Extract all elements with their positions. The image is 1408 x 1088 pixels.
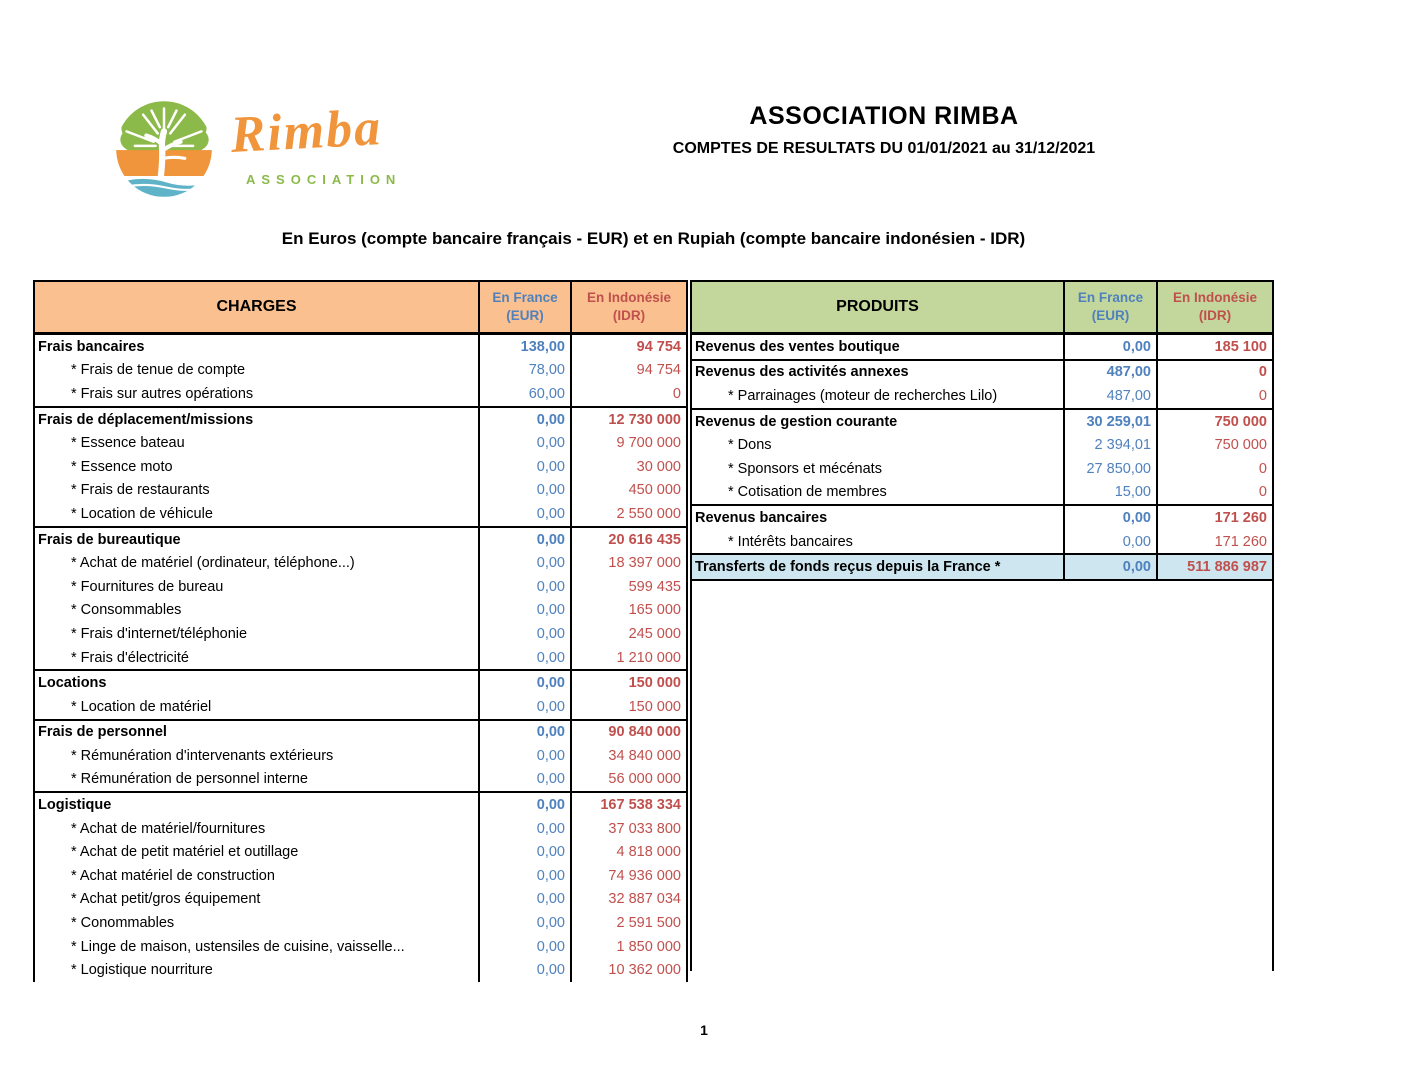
row-label: Frais de déplacement/missions [35, 408, 480, 432]
idr-header-line1: En Indonésie [586, 290, 671, 306]
title-block [594, 102, 1174, 158]
eur-value: 0,00 [1065, 506, 1158, 530]
table-row [35, 840, 686, 864]
eur-value: 0,00 [480, 646, 572, 670]
row-label: * Cotisation de membres [692, 481, 1065, 505]
produits-table-body [692, 335, 1272, 971]
idr-value: 1 210 000 [616, 649, 681, 666]
column-header-idr [1158, 282, 1272, 332]
column-header-idr [572, 282, 686, 332]
eur-value: 0,00 [480, 502, 572, 526]
table-row [692, 457, 1272, 481]
idr-value: 74 936 000 [608, 867, 681, 884]
idr-value: 599 435 [628, 578, 681, 595]
row-label: * Frais d'internet/téléphonie [35, 622, 480, 646]
table-row [692, 555, 1272, 579]
eur-header-line2: (EUR) [506, 308, 544, 323]
eur-value: 0,00 [1065, 335, 1158, 359]
row-label: * Conommables [35, 911, 480, 935]
eur-value: 0,00 [480, 551, 572, 575]
eur-value: 0,00 [480, 622, 572, 646]
charges-table-body [35, 335, 686, 982]
produits-title: PRODUITS [836, 297, 919, 315]
eur-value: 0,00 [480, 840, 572, 864]
eur-value: 0,00 [480, 695, 572, 719]
eur-header-line2: (EUR) [1091, 308, 1130, 323]
column-header-eur [1065, 282, 1158, 332]
table-row [692, 410, 1272, 434]
charges-header-cell [35, 282, 480, 332]
eur-value: 0,00 [480, 935, 572, 959]
row-label: Frais bancaires [35, 335, 480, 359]
eur-value: 60,00 [480, 382, 572, 406]
idr-header-line2: (IDR) [612, 308, 646, 323]
table-row [35, 455, 686, 479]
table-section [35, 721, 686, 794]
table-section [35, 335, 686, 408]
idr-value: 1 850 000 [616, 938, 681, 955]
row-label: * Frais d'électricité [35, 646, 480, 670]
idr-value: 750 000 [1214, 413, 1267, 430]
row-label: * Frais de restaurants [35, 479, 480, 503]
table-row [35, 768, 686, 792]
idr-value: 56 000 000 [608, 771, 681, 788]
eur-value: 0,00 [480, 671, 572, 695]
table-row [35, 888, 686, 912]
row-label: * Linge de maison, ustensiles de cuisine, vaisselle... [35, 935, 480, 959]
idr-value: 2 591 500 [616, 915, 681, 932]
row-label: * Location de véhicule [35, 502, 480, 526]
eur-value: 27 850,00 [1065, 457, 1158, 481]
idr-value: 12 730 000 [608, 411, 681, 428]
row-label: Locations [35, 671, 480, 695]
eur-value: 0,00 [480, 958, 572, 982]
eur-value: 0,00 [480, 768, 572, 792]
idr-value: 150 000 [628, 698, 681, 715]
eur-value: 78,00 [480, 359, 572, 383]
table-row [35, 935, 686, 959]
table-row [692, 530, 1272, 554]
table-row [35, 744, 686, 768]
page-number: 1 [700, 1022, 708, 1038]
charges-title: CHARGES [216, 297, 297, 315]
idr-value: 171 260 [1214, 533, 1267, 550]
eur-value: 0,00 [480, 888, 572, 912]
row-label: Logistique [35, 793, 480, 817]
idr-value: 2 550 000 [616, 505, 681, 522]
table-row [35, 671, 686, 695]
logo-emblem [112, 96, 216, 200]
rimba-logo [112, 96, 401, 200]
row-label: * Intérêts bancaires [692, 530, 1065, 554]
row-label: * Achat de matériel/fournitures [35, 817, 480, 841]
table-row [692, 433, 1272, 457]
table-row [35, 479, 686, 503]
idr-value: 167 538 334 [600, 797, 681, 814]
row-label: Frais de personnel [35, 721, 480, 745]
table-row [692, 384, 1272, 408]
table-section [35, 671, 686, 720]
table-row [35, 359, 686, 383]
table-row [692, 481, 1272, 505]
idr-value: 165 000 [628, 602, 681, 619]
row-label: * Fournitures de bureau [35, 575, 480, 599]
table-section [35, 408, 686, 528]
row-label: Revenus des ventes boutique [692, 335, 1065, 359]
brand-name: Rimba [229, 99, 384, 164]
idr-value: 0 [1258, 364, 1267, 381]
idr-value: 37 033 800 [608, 820, 681, 837]
brand-subtitle: ASSOCIATION [246, 172, 402, 187]
eur-value: 138,00 [480, 335, 572, 359]
eur-value: 0,00 [480, 599, 572, 623]
charges-table-header [35, 282, 686, 335]
eur-value: 487,00 [1065, 384, 1158, 408]
idr-value: 0 [672, 385, 681, 402]
table-section [692, 335, 1272, 361]
page-title: ASSOCIATION RIMBA [749, 102, 1019, 130]
table-row [35, 575, 686, 599]
eur-value: 0,00 [480, 817, 572, 841]
table-row [35, 646, 686, 670]
produits-empty-area [692, 581, 1272, 971]
row-label: * Sponsors et mécénats [692, 457, 1065, 481]
idr-value: 9 700 000 [616, 435, 681, 452]
idr-value: 185 100 [1214, 338, 1267, 355]
table-row [35, 911, 686, 935]
eur-value: 0,00 [480, 864, 572, 888]
table-section [35, 793, 686, 982]
eur-header-line1: En France [492, 290, 558, 306]
row-label: * Parrainages (moteur de recherches Lilo) [692, 384, 1065, 408]
idr-header-line2: (IDR) [1198, 308, 1232, 323]
idr-value: 245 000 [628, 625, 681, 642]
row-label: * Consommables [35, 599, 480, 623]
table-section [692, 361, 1272, 410]
row-label: * Frais sur autres opérations [35, 382, 480, 406]
table-row [692, 361, 1272, 385]
eur-value: 0,00 [480, 479, 572, 503]
table-row [35, 408, 686, 432]
idr-value: 0 [1258, 460, 1267, 477]
table-section [692, 506, 1272, 555]
eur-header-line1: En France [1077, 290, 1144, 306]
column-header-eur [480, 282, 572, 332]
table-row [692, 506, 1272, 530]
idr-value: 750 000 [1214, 437, 1267, 454]
currency-note: En Euros (compte bancaire français - EUR) et en Rupiah (compte bancaire indonésien - IDR) [281, 229, 1026, 248]
eur-value: 0,00 [1065, 530, 1158, 554]
table-row [35, 335, 686, 359]
idr-value: 171 260 [1214, 509, 1267, 526]
table-row [35, 817, 686, 841]
row-label: * Rémunération de personnel interne [35, 768, 480, 792]
produits-table [690, 280, 1274, 971]
row-label: Revenus des activités annexes [692, 361, 1065, 385]
row-label: Revenus de gestion courante [692, 410, 1065, 434]
row-label: * Achat de petit matériel et outillage [35, 840, 480, 864]
eur-value: 0,00 [1065, 555, 1158, 579]
row-label: Transferts de fonds reçus depuis la France * [692, 555, 1065, 579]
idr-value: 94 754 [636, 362, 681, 379]
idr-value: 18 397 000 [608, 555, 681, 572]
idr-value: 32 887 034 [608, 891, 681, 908]
idr-value: 90 840 000 [608, 724, 681, 741]
table-row [35, 721, 686, 745]
produits-table-header [692, 282, 1272, 335]
idr-value: 0 [1258, 387, 1267, 404]
idr-value: 10 362 000 [608, 962, 681, 979]
eur-value: 2 394,01 [1065, 433, 1158, 457]
idr-value: 150 000 [628, 675, 681, 692]
table-row [35, 551, 686, 575]
eur-value: 0,00 [480, 911, 572, 935]
row-label: * Dons [692, 433, 1065, 457]
table-section [35, 528, 686, 672]
idr-value: 511 886 987 [1187, 559, 1267, 576]
row-label: * Logistique nourriture [35, 958, 480, 982]
row-label: * Achat de matériel (ordinateur, téléphone...) [35, 551, 480, 575]
row-label: * Essence bateau [35, 431, 480, 455]
idr-value: 94 754 [636, 338, 681, 355]
eur-value: 0,00 [480, 744, 572, 768]
eur-value: 0,00 [480, 528, 572, 552]
eur-value: 30 259,01 [1065, 410, 1158, 434]
table-section [692, 555, 1272, 581]
row-label: Revenus bancaires [692, 506, 1065, 530]
table-row [35, 382, 686, 406]
table-row [35, 431, 686, 455]
eur-value: 0,00 [480, 455, 572, 479]
report-period-subtitle: COMPTES DE RESULTATS DU 01/01/2021 au 31/12/2021 [672, 140, 1096, 157]
idr-header-line1: En Indonésie [1172, 290, 1257, 306]
idr-value: 30 000 [636, 458, 681, 475]
eur-value: 0,00 [480, 431, 572, 455]
row-label: * Achat matériel de construction [35, 864, 480, 888]
table-row [35, 958, 686, 982]
idr-value: 4 818 000 [616, 844, 681, 861]
eur-value: 0,00 [480, 575, 572, 599]
table-section [692, 410, 1272, 506]
table-row [35, 793, 686, 817]
idr-value: 20 616 435 [608, 531, 681, 548]
table-row [35, 599, 686, 623]
eur-value: 487,00 [1065, 361, 1158, 385]
table-row [35, 502, 686, 526]
row-label: * Location de matériel [35, 695, 480, 719]
idr-value: 450 000 [628, 482, 681, 499]
produits-header-cell [692, 282, 1065, 332]
charges-table [33, 280, 688, 982]
table-row [35, 695, 686, 719]
idr-value: 34 840 000 [608, 747, 681, 764]
eur-value: 0,00 [480, 793, 572, 817]
row-label: Frais de bureautique [35, 528, 480, 552]
idr-value: 0 [1258, 484, 1267, 501]
row-label: * Essence moto [35, 455, 480, 479]
eur-value: 15,00 [1065, 481, 1158, 505]
table-row [35, 528, 686, 552]
row-label: * Frais de tenue de compte [35, 359, 480, 383]
logo-text [229, 96, 402, 187]
eur-value: 0,00 [480, 721, 572, 745]
row-label: * Achat petit/gros équipement [35, 888, 480, 912]
table-row [692, 335, 1272, 359]
table-row [35, 622, 686, 646]
table-row [35, 864, 686, 888]
row-label: * Rémunération d'intervenants extérieurs [35, 744, 480, 768]
eur-value: 0,00 [480, 408, 572, 432]
